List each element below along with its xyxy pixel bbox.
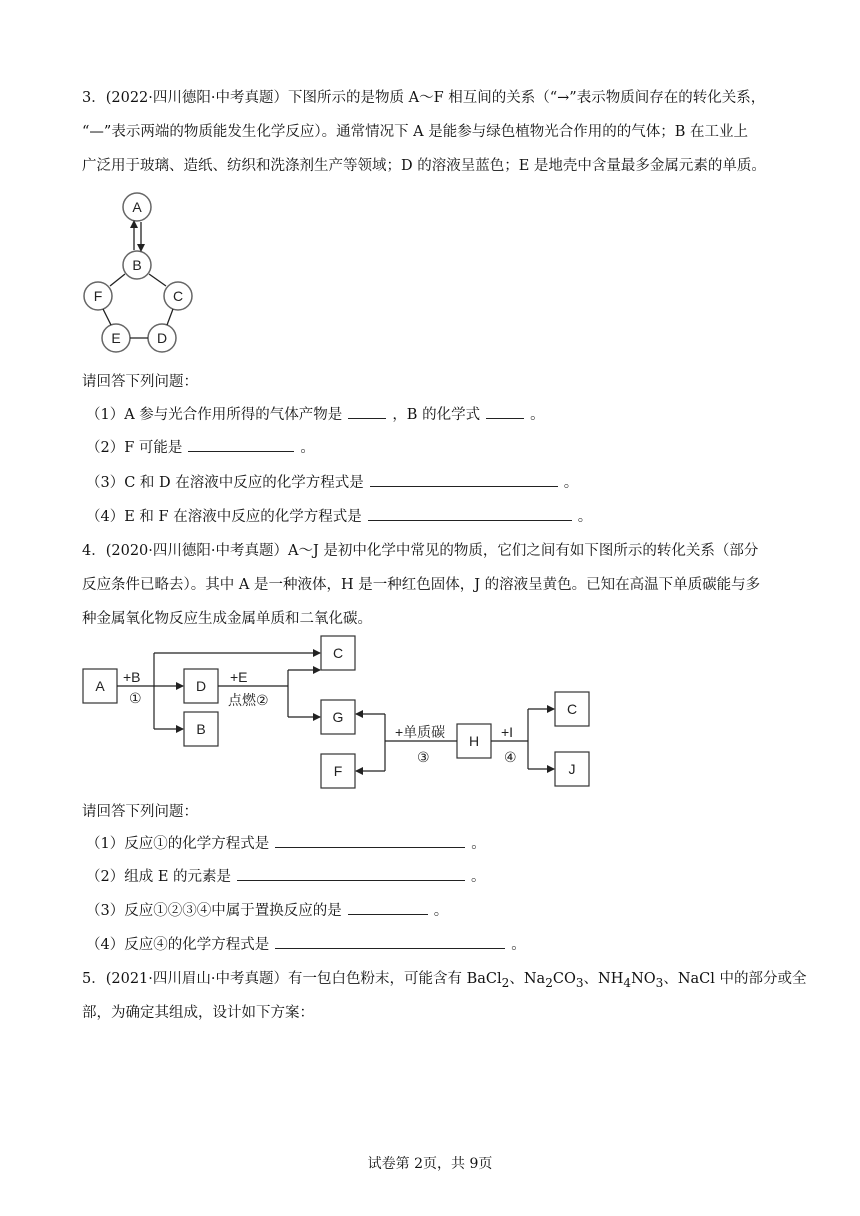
edge-b-c	[149, 274, 166, 286]
separator: 、	[583, 971, 599, 987]
box-label-j: J	[568, 761, 576, 777]
q3-prompt: 请回答下列问题：	[82, 374, 198, 390]
separator: 、	[509, 971, 524, 987]
reaction-label: 点燃②	[228, 692, 269, 708]
node-label-f: F	[93, 288, 103, 304]
reaction-label: ①	[129, 690, 142, 706]
node-label-b: B	[132, 257, 142, 273]
q5-line-1	[82, 968, 807, 994]
q3-sub3-text: （3）C 和 D 在溶液中反应的化学方程式是	[86, 475, 364, 491]
q5-line-2: 部，为确定其组成，设计如下方案：	[82, 1005, 314, 1021]
box-label-c: C	[566, 701, 578, 717]
q4-sub3	[86, 900, 790, 922]
formula-part: NO	[631, 971, 656, 987]
answer-blank[interactable]	[348, 404, 386, 419]
formula-part: NH	[598, 971, 624, 987]
q4-sub4-end: 。	[511, 937, 526, 953]
q3-line-3: 广泛用于玻璃、造纸、纺织和洗涤剂生产等领域；D 的溶液呈蓝色；E 是地壳中含量最多金属元素的单质。	[82, 158, 766, 174]
box-label-h: H	[468, 733, 480, 749]
q4-sub1-text: （1）反应①的化学方程式是	[86, 836, 270, 852]
reaction-label: +I	[501, 724, 514, 740]
q4-line-1: 4．(2020·四川德阳·中考真题）A～J 是初中化学中常见的物质，它们之间有如下图所示的转化关系（部分	[82, 543, 759, 559]
q3-line-1: 3．(2022·四川德阳·中考真题）下图所示的是物质 A～F 相互间的关系（“→”表示物质间存在的转化关系，	[82, 90, 766, 106]
reaction-label: +单质碳	[395, 724, 446, 740]
q4-sub3-text: （3）反应①②③④中属于置换反应的是	[86, 903, 342, 919]
subscript: 4	[623, 975, 632, 990]
edge-c-d	[167, 309, 173, 325]
answer-blank[interactable]	[486, 404, 524, 419]
formula-part: Na	[523, 971, 546, 987]
formula-part: BaCl	[466, 971, 502, 987]
box-label-a: A	[95, 678, 105, 694]
q3-sub1	[86, 404, 790, 426]
answer-blank[interactable]	[370, 472, 558, 487]
edge-b-f	[110, 274, 125, 286]
reaction-label: +B	[123, 669, 141, 685]
box-label-g: G	[332, 709, 344, 725]
box-label-b: B	[196, 721, 206, 737]
q4-diagram	[80, 632, 600, 792]
q3-diagram	[80, 188, 200, 358]
answer-blank[interactable]	[368, 506, 572, 521]
q3-sub4	[86, 506, 790, 528]
box-label-f: F	[333, 763, 343, 779]
box-label-d: D	[195, 678, 207, 694]
q5-intro: 5．(2021·四川眉山·中考真题）有一包白色粉末，可能含有	[82, 971, 467, 987]
q4-sub4	[86, 934, 790, 956]
subscript: 3	[655, 975, 664, 990]
q3-sub1-text: （1）A 参与光合作用所得的气体产物是	[86, 407, 343, 423]
q5-intro-tail: 、NaCl 中的部分或全	[663, 971, 807, 987]
reaction-label: ③	[417, 749, 430, 765]
node-label-a: A	[132, 199, 142, 215]
q4-sub1-end: 。	[471, 836, 486, 852]
answer-blank[interactable]	[348, 900, 428, 915]
subscript: 2	[545, 975, 553, 990]
q3-sub4-text: （4）E 和 F 在溶液中反应的化学方程式是	[86, 509, 362, 525]
reaction-label: +E	[230, 669, 248, 685]
q4-line-2: 反应条件已略去）。其中 A 是一种液体，H 是一种红色固体，J 的溶液呈黄色。已知在高温下单质碳能与多	[82, 577, 761, 593]
box-label-c: C	[332, 645, 344, 661]
edge-f-e	[103, 309, 111, 325]
q3-sub3-end: 。	[563, 475, 579, 491]
node-label-e: E	[111, 330, 121, 346]
q3-sub3	[86, 472, 790, 494]
answer-blank[interactable]	[188, 437, 294, 452]
node-label-c: C	[172, 288, 184, 304]
q4-sub2-end: 。	[471, 869, 486, 885]
q4-sub2-text: （2）组成 E 的元素是	[86, 869, 232, 885]
q4-prompt: 请回答下列问题：	[82, 804, 198, 820]
answer-blank[interactable]	[275, 833, 465, 848]
q4-sub1	[86, 833, 790, 855]
q4-line-3: 种金属氧化物反应生成金属单质和二氧化碳。	[82, 611, 372, 627]
page-footer: 试卷第 2页，共 9页	[367, 1156, 493, 1172]
q4-sub4-text: （4）反应④的化学方程式是	[86, 937, 270, 953]
q3-sub2-text: （2）F 可能是	[86, 440, 183, 456]
q4-sub3-end: 。	[433, 903, 449, 919]
q3-sub1-end: 。	[530, 407, 545, 423]
subscript: 2	[501, 975, 510, 990]
node-label-d: D	[156, 330, 168, 346]
q3-sub4-end: 。	[577, 509, 593, 525]
q3-sub1-text-b: ，B 的化学式	[392, 407, 481, 423]
subscript: 3	[575, 975, 584, 990]
q4-sub2	[86, 866, 790, 888]
formula-part: CO	[552, 971, 576, 987]
answer-blank[interactable]	[237, 866, 465, 881]
answer-blank[interactable]	[275, 934, 505, 949]
reaction-label: ④	[504, 749, 517, 765]
q3-sub2-end: 。	[300, 440, 315, 456]
q3-sub2	[86, 437, 790, 459]
q3-line-2: “—”表示两端的物质能发生化学反应）。通常情况下 A 是能参与绿色植物光合作用的的气体；B 在工业上	[82, 124, 749, 140]
